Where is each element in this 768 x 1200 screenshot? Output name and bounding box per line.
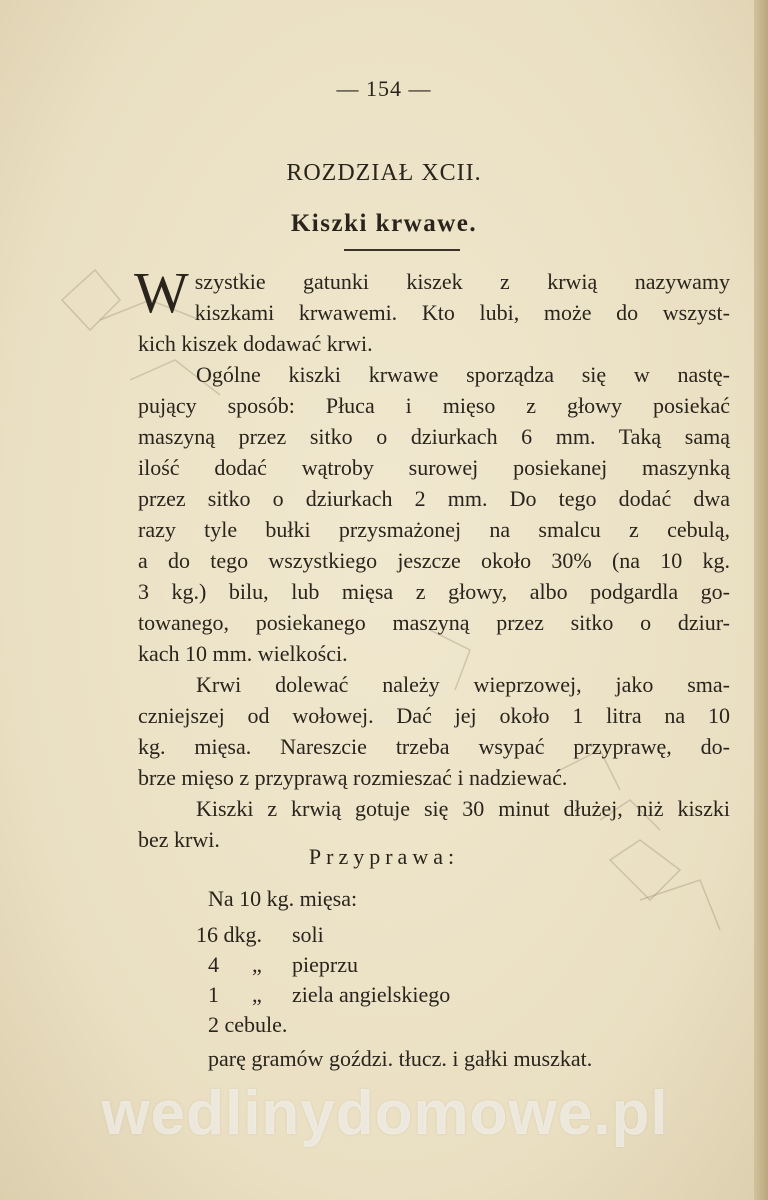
recipe-ingredient: pieprzu [292, 952, 358, 977]
text-line: towanego, posiekanego maszyną przez sitko o dziur- [138, 610, 730, 635]
recipe-ingredient: soli [292, 922, 324, 947]
recipe-qty: 1 [208, 982, 219, 1007]
title-rule [344, 249, 460, 251]
text-line: ilość dodać wątroby surowej posiekanej maszynką [138, 455, 730, 480]
text-line: brze mięso z przyprawą rozmieszać i nadziewać. [138, 765, 568, 790]
watermark: wedlinydomowe.pl [101, 1079, 669, 1148]
recipe-qty: 16 dkg. [196, 922, 262, 947]
recipe-heading: Przyprawa: [308, 844, 460, 869]
paragraph-2 [138, 359, 730, 669]
body-text [134, 260, 730, 855]
ditto-mark: „ [252, 952, 262, 977]
text-line: kich kiszek dodawać krwi. [138, 331, 373, 356]
text-line: kiszkami krwawemi. Kto lubi, może do wszyst- [194, 300, 730, 325]
chapter-heading: ROZDZIAŁ XCII. [286, 160, 482, 186]
text-line: maszyną przez sitko o dziurkach 6 mm. Taką samą [138, 424, 730, 449]
text-line: szystkie gatunki kiszek z krwią nazywamy [194, 269, 730, 294]
text-line: kg. mięsa. Nareszcie trzeba wsypać przyprawę, do- [138, 734, 730, 759]
recipe-item: 2 cebule. [208, 1012, 288, 1037]
text-line: czniejszej od wołowej. Dać jej około 1 litra na 10 [138, 703, 730, 728]
section-title: Kiszki krwawe. [290, 210, 478, 237]
recipe-intro: Na 10 kg. mięsa: [208, 886, 358, 911]
text-line: razy tyle bułki przysmażonej na smalcu z cebulą, [138, 517, 730, 542]
page-number: — 154 — [336, 76, 432, 101]
text-line: 3 kg.) bilu, lub mięsa z głowy, albo podgardla go- [138, 579, 730, 604]
text-line: przez sitko o dziurkach 2 mm. Do tego dodać dwa [138, 486, 730, 511]
text-line: pujący sposób: Płuca i mięso z głowy posiekać [138, 393, 730, 418]
text-line: bez krwi. [138, 827, 220, 852]
recipe-qty: 4 [208, 952, 219, 977]
paragraph-3 [138, 669, 730, 793]
drop-cap: W [134, 260, 189, 325]
paragraph-1 [134, 260, 730, 359]
text-line: kach 10 mm. wielkości. [138, 641, 348, 666]
text-line: a do tego wszystkiego jeszcze około 30% (na 10 kg. [138, 548, 730, 573]
text-line: Ogólne kiszki krwawe sporządza się w nastę- [196, 362, 730, 387]
text-line: Krwi dolewać należy wieprzowej, jako sma- [196, 672, 730, 697]
recipe-ingredient: ziela angielskiego [292, 982, 451, 1007]
recipe-item: parę gramów goździ. tłucz. i gałki muszkat. [208, 1046, 593, 1071]
ditto-mark: „ [252, 982, 262, 1007]
text-line: Kiszki z krwią gotuje się 30 minut dłużej, niż kiszki [196, 796, 730, 821]
